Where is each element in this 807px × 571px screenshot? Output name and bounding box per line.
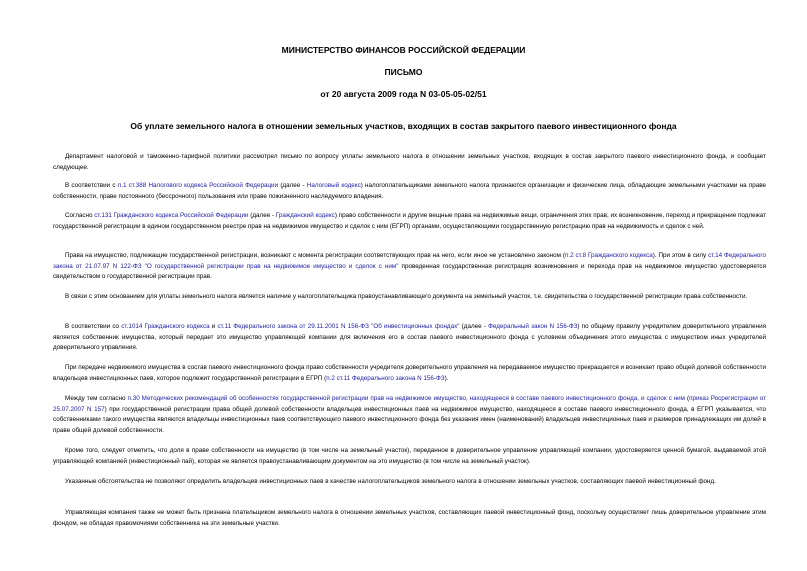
paragraph-text: В связи с этим основанием для уплаты земельного налога является наличие у налогоплательщика правоустанавливающего документа на земельный участок, т.е. свидетельства о государственной регистрации права собственности.	[65, 293, 748, 300]
paragraph-text: и	[209, 323, 218, 330]
link-civil-code-art131[interactable]: ст.131 Гражданского кодекса Российской Федерации	[94, 212, 249, 219]
paragraph-text: (далее -	[459, 323, 489, 330]
paragraph-text: (далее -	[248, 212, 276, 219]
paragraph-1	[53, 152, 766, 173]
link-civil-code-art8[interactable]: п.2 ст.8 Гражданского кодекса	[564, 252, 653, 259]
paragraph-3	[53, 211, 766, 232]
paragraph-4	[53, 251, 766, 283]
paragraph-text: Указанные обстоятельства не позволяют определить владельцев инвестиционных паев в качестве налогоплательщиков земельного налога в отношении земельных участков, составляющих паевой инвестиционный фонд.	[65, 478, 716, 485]
paragraph-2	[53, 181, 766, 202]
link-law-156fz[interactable]: Федеральный закон N 156-ФЗ	[488, 323, 578, 330]
paragraph-text: ) налогоплательщиками земельного налога признаются организации и физические лица, обладающие земельными участками на праве собственности, праве постоянного (бессрочного) пользования или праве пожизненного наследуемого владения.	[53, 182, 767, 200]
link-civil-code[interactable]: Гражданский кодекс	[275, 212, 335, 219]
paragraph-text: В соответствии со	[65, 323, 122, 330]
document-title: Об уплате земельного налога в отношении земельных участков, входящих в состав закрытого паевого инвестиционного фонда	[130, 121, 677, 131]
link-law-156fz-art11[interactable]: ст.11 Федерального закона от 29.11.2001 N 156-ФЗ "Об инвестиционных фондах"	[217, 323, 460, 330]
link-rosregistration-order-157[interactable]: приказ Росрегистрации от 25.07.2007 N 157	[53, 395, 766, 413]
paragraph-text: В соответствии с	[65, 182, 118, 189]
link-methodical-recommendations-p30[interactable]: п.30 Методических рекомендаций об особенностях государственной регистрации прав на недвижимое имущество, находящееся в составе паевого инвестиционного фонда, и сделок с ним	[127, 395, 686, 402]
paragraph-8	[53, 394, 766, 436]
paragraph-text: ) по общему правилу учредителем доверительного управления является собственник имущества, который передает это имущество управляющей компании для включения его в состав паевого инвестиционного фонда с условием объединения этого имущества с имуществом иных учредителей доверительного управления.	[53, 323, 767, 352]
paragraph-text: Права на имущество, подлежащие государственной регистрации, возникают с момента регистрации соответствующих прав на него, если иное не установлено законом (	[65, 252, 565, 259]
paragraph-text: Департамент налоговой и таможенно-тарифной политики рассмотрел письмо по вопросу уплаты земельного налога в отношении земельных участков, входящих в состав закрытого паевого инвестиционного фонда, и сообщает следующее.	[53, 153, 766, 171]
link-tax-code-art388[interactable]: п.1 ст.388 Налогового кодекса Российской Федерации	[117, 182, 279, 189]
paragraph-6	[53, 322, 766, 354]
link-law-156fz-art11-p2[interactable]: п.2 ст.11 Федерального закона N 156-ФЗ	[326, 374, 445, 382]
paragraph-5	[53, 292, 766, 303]
link-law-122fz-art14[interactable]: ст.14 Федерального закона от 21.07.97 N 122-ФЗ "О государственной регистрации прав на недвижимое имущество и сделок с ним"	[53, 252, 766, 270]
paragraph-text: При передаче недвижимого имущества в состав паевого инвестиционного фонда право собственности учредителя доверительного управления на передаваемое имущество прекращается и возникает право общей долевой собственности владельцев инвестиционных паев, которое подлежит государственной регистрации в ЕГРП (	[53, 364, 766, 382]
paragraph-text: ) право собственности и другие вещные права на недвижимые вещи, ограничения этих прав, их возникновение, переход и прекращение подлежат государственной регистрации в едином государственном реестре прав на недвижимое имущество и сделок с ним (ЕГРП) органами, осуществляющими государственную регистрацию прав на недвижимость и сделок с ней.	[53, 212, 767, 230]
paragraph-text: ) при государственной регистрации права общей долевой собственности владельцев инвестиционных паев на недвижимое имущество, находящееся в составе паевого инвестиционного фонда, в ЕГРП указывается, что собственниками такого имущества являются владельцы инвестиционных паев соответствующего паевого инвестиционного фонда без указания имен (наименований) владельцев инвестиционных паев и размеров принадлежащих им долей в праве общей долевой собственности.	[53, 405, 766, 434]
paragraph-text: проведенная государственная регистрация возникновения и перехода прав на недвижимое имущество удостоверяется свидетельством о государственной регистрации прав.	[53, 262, 766, 281]
paragraph-text: Управляющая компания также не может быть признана плательщиком земельного налога в отношении земельных участков, составляющих паевой инвестиционный фонд, поскольку осуществляет лишь доверительное управление этим фондом, не обладая правомочиями собственника на эти земельные участки.	[53, 509, 766, 527]
link-civil-code-art1014[interactable]: ст.1014 Гражданского кодекса	[121, 323, 210, 330]
paragraph-text: ).	[444, 374, 449, 382]
link-tax-code[interactable]: Налоговый кодекс	[306, 182, 361, 189]
paragraph-11	[53, 508, 766, 529]
paragraph-text: ). При этом в силу	[652, 252, 709, 259]
paragraph-7	[53, 363, 766, 384]
paragraph-9	[53, 446, 766, 467]
paragraph-10	[53, 477, 766, 488]
document-type-heading: ПИСЬМО	[384, 67, 423, 77]
paragraph-text: Между тем согласно	[65, 395, 128, 402]
paragraph-text: (	[685, 395, 690, 402]
document-date-number: от 20 августа 2009 года N 03-05-05-02/51	[320, 89, 487, 99]
paragraph-text: (далее -	[278, 182, 307, 189]
ministry-heading: МИНИСТЕРСТВО ФИНАНСОВ РОССИЙСКОЙ ФЕДЕРАЦИИ	[281, 45, 526, 55]
paragraph-text: Согласно	[65, 212, 95, 219]
paragraph-text: Кроме того, следует отметить, что доля в праве собственности на имущество (в том числе на земельный участок), переданное в доверительное управление управляющей компании, удостоверяется ценной бумагой, выдаваемой этой управляющей компанией (инвестиционный пай), которая не является правоустанавливающим документом на это имущество (в том числе на земельный участок).	[53, 447, 766, 465]
